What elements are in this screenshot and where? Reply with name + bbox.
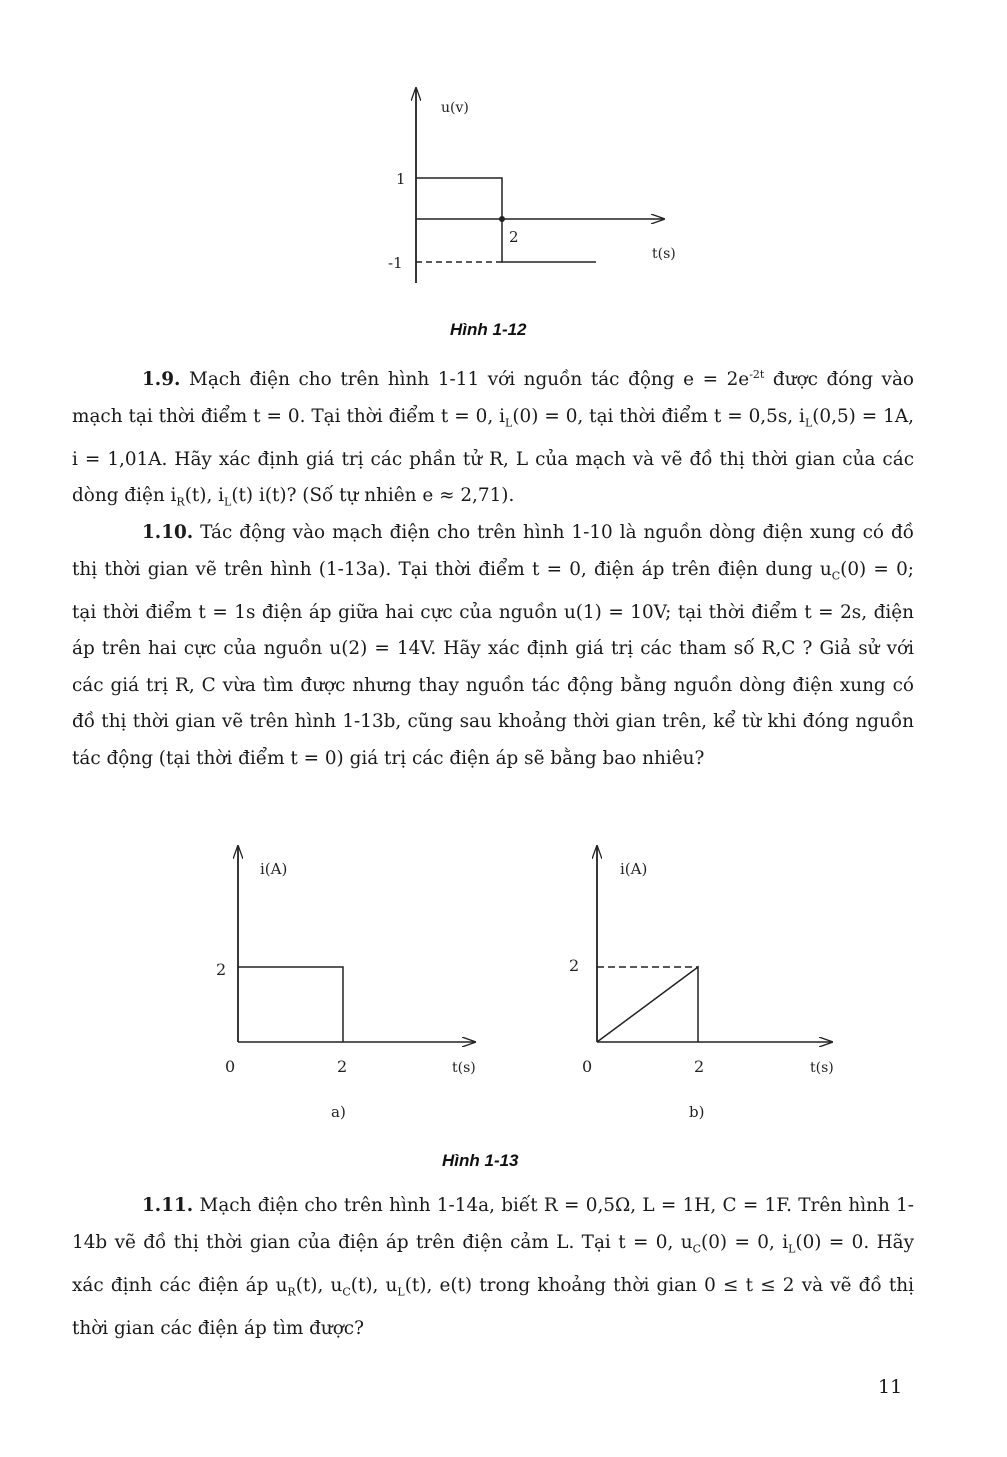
text: (0) = 0, i bbox=[701, 1231, 789, 1253]
y-tick-2: 2 bbox=[216, 960, 227, 979]
figure-1-13b bbox=[562, 840, 852, 1125]
y-axis-label: u(v) bbox=[441, 100, 469, 116]
figure-1-12 bbox=[370, 80, 690, 295]
text: (t), e(t) trong khoảng thời gian 0 ≤ t ≤ 2 và vẽ đồ thị thời gian các điện áp tìm được? bbox=[72, 1274, 915, 1339]
text: (t) i(t)? (Số tự nhiên e ≈ 2,71). bbox=[231, 485, 515, 507]
text: Tác động vào mạch điện cho trên hình 1-10 là nguồn dòng điện xung có đồ thị thời gian vẽ trên hình (1-13a). Tại thời điểm t = 0, điện áp trên điện dung u bbox=[72, 522, 914, 580]
subfigure-label-b: b) bbox=[689, 1103, 705, 1121]
text: (0,5) = 1A, i = 1,01A. Hãy xác định giá trị các phần tử R, L của mạch và vẽ đồ thị thời gian của các dòng điện i bbox=[72, 405, 914, 507]
y-tick-minus-1: -1 bbox=[388, 254, 403, 272]
x-tick-2: 2 bbox=[337, 1057, 348, 1076]
problem-number: 1.11. bbox=[142, 1195, 194, 1216]
x-axis-label: t(s) bbox=[810, 1060, 834, 1076]
superscript: -2t bbox=[749, 368, 765, 381]
text: Mạch điện cho trên hình 1-11 với nguồn tác động e = 2e bbox=[180, 369, 750, 391]
pulse-trace bbox=[238, 967, 343, 1042]
x-axis-label: t(s) bbox=[452, 1060, 476, 1076]
subscript: L bbox=[505, 416, 513, 430]
y-axis-label: i(A) bbox=[260, 860, 288, 878]
y-tick-1: 1 bbox=[396, 170, 406, 188]
subscript: L bbox=[224, 495, 232, 509]
problem-number: 1.9. bbox=[142, 369, 181, 391]
x-tick-2: 2 bbox=[509, 228, 519, 246]
x-tick-2: 2 bbox=[694, 1057, 705, 1076]
figure-1-12-caption: Hình 1-12 bbox=[450, 320, 527, 339]
y-axis-label: i(A) bbox=[620, 860, 648, 878]
text: (t), u bbox=[350, 1274, 398, 1296]
x-axis-label: t(s) bbox=[652, 246, 676, 262]
text: (t), u bbox=[295, 1274, 343, 1296]
text: được đóng vào mạch tại thời điểm t = 0. Tại thời điểm t = 0, i bbox=[72, 369, 914, 427]
signal-trace bbox=[416, 178, 596, 262]
figure-1-13-caption: Hình 1-13 bbox=[442, 1151, 519, 1170]
subfigure-label-a: a) bbox=[331, 1103, 346, 1121]
text: (0) = 0; tại thời điểm t = 1s điện áp giữa hai cực của nguồn u(1) = 10V; tại thời điểm t = 2s, điện áp trên hai cực của nguồn u(2) = 14V. Hãy xác định giá trị các tham số R,C ? Giả sử với các giá trị R, C vừa tìm được nhưng thay nguồn tác động bằng nguồn dòng điện xung có đồ thị thời gian vẽ trên hình 1-13b, cũng sau khoảng thời gian trên, kể từ khi đóng nguồn tác động (tại thời điểm t = 0) giá trị các điện áp sẽ bằng bao nhiêu? bbox=[72, 558, 914, 769]
x-tick-0: 0 bbox=[225, 1057, 236, 1076]
subscript: C bbox=[692, 1242, 702, 1256]
problem-1-11 bbox=[72, 1188, 914, 1347]
x-tick-0: 0 bbox=[582, 1057, 593, 1076]
text: (0) = 0, tại thời điểm t = 0,5s, i bbox=[512, 405, 805, 427]
figure-1-13a bbox=[205, 840, 495, 1125]
y-tick-2: 2 bbox=[569, 956, 580, 975]
subscript: R bbox=[287, 1285, 296, 1299]
problem-number: 1.10. bbox=[142, 522, 194, 543]
text: Mạch điện cho trên hình 1-14a, biết R = 0,5Ω, L = 1H, C = 1F. Trên hình 1-14b vẽ đồ thị thời gian của điện áp trên điện cảm L. Tại t = 0, u bbox=[72, 1195, 914, 1253]
subscript: L bbox=[804, 416, 813, 430]
subscript: C bbox=[342, 1285, 351, 1299]
page-number: 11 bbox=[878, 1376, 903, 1398]
subscript: C bbox=[831, 569, 841, 583]
discontinuity-point bbox=[499, 216, 505, 222]
problem-1-10 bbox=[72, 515, 914, 777]
ramp-trace bbox=[597, 967, 698, 1042]
subscript: L bbox=[788, 1242, 796, 1256]
text: (t), i bbox=[184, 485, 225, 507]
subscript: R bbox=[176, 495, 185, 509]
subscript: L bbox=[397, 1285, 405, 1299]
text: (0) = 0. Hãy xác định các điện áp u bbox=[72, 1231, 915, 1296]
problem-1-9 bbox=[72, 357, 914, 521]
